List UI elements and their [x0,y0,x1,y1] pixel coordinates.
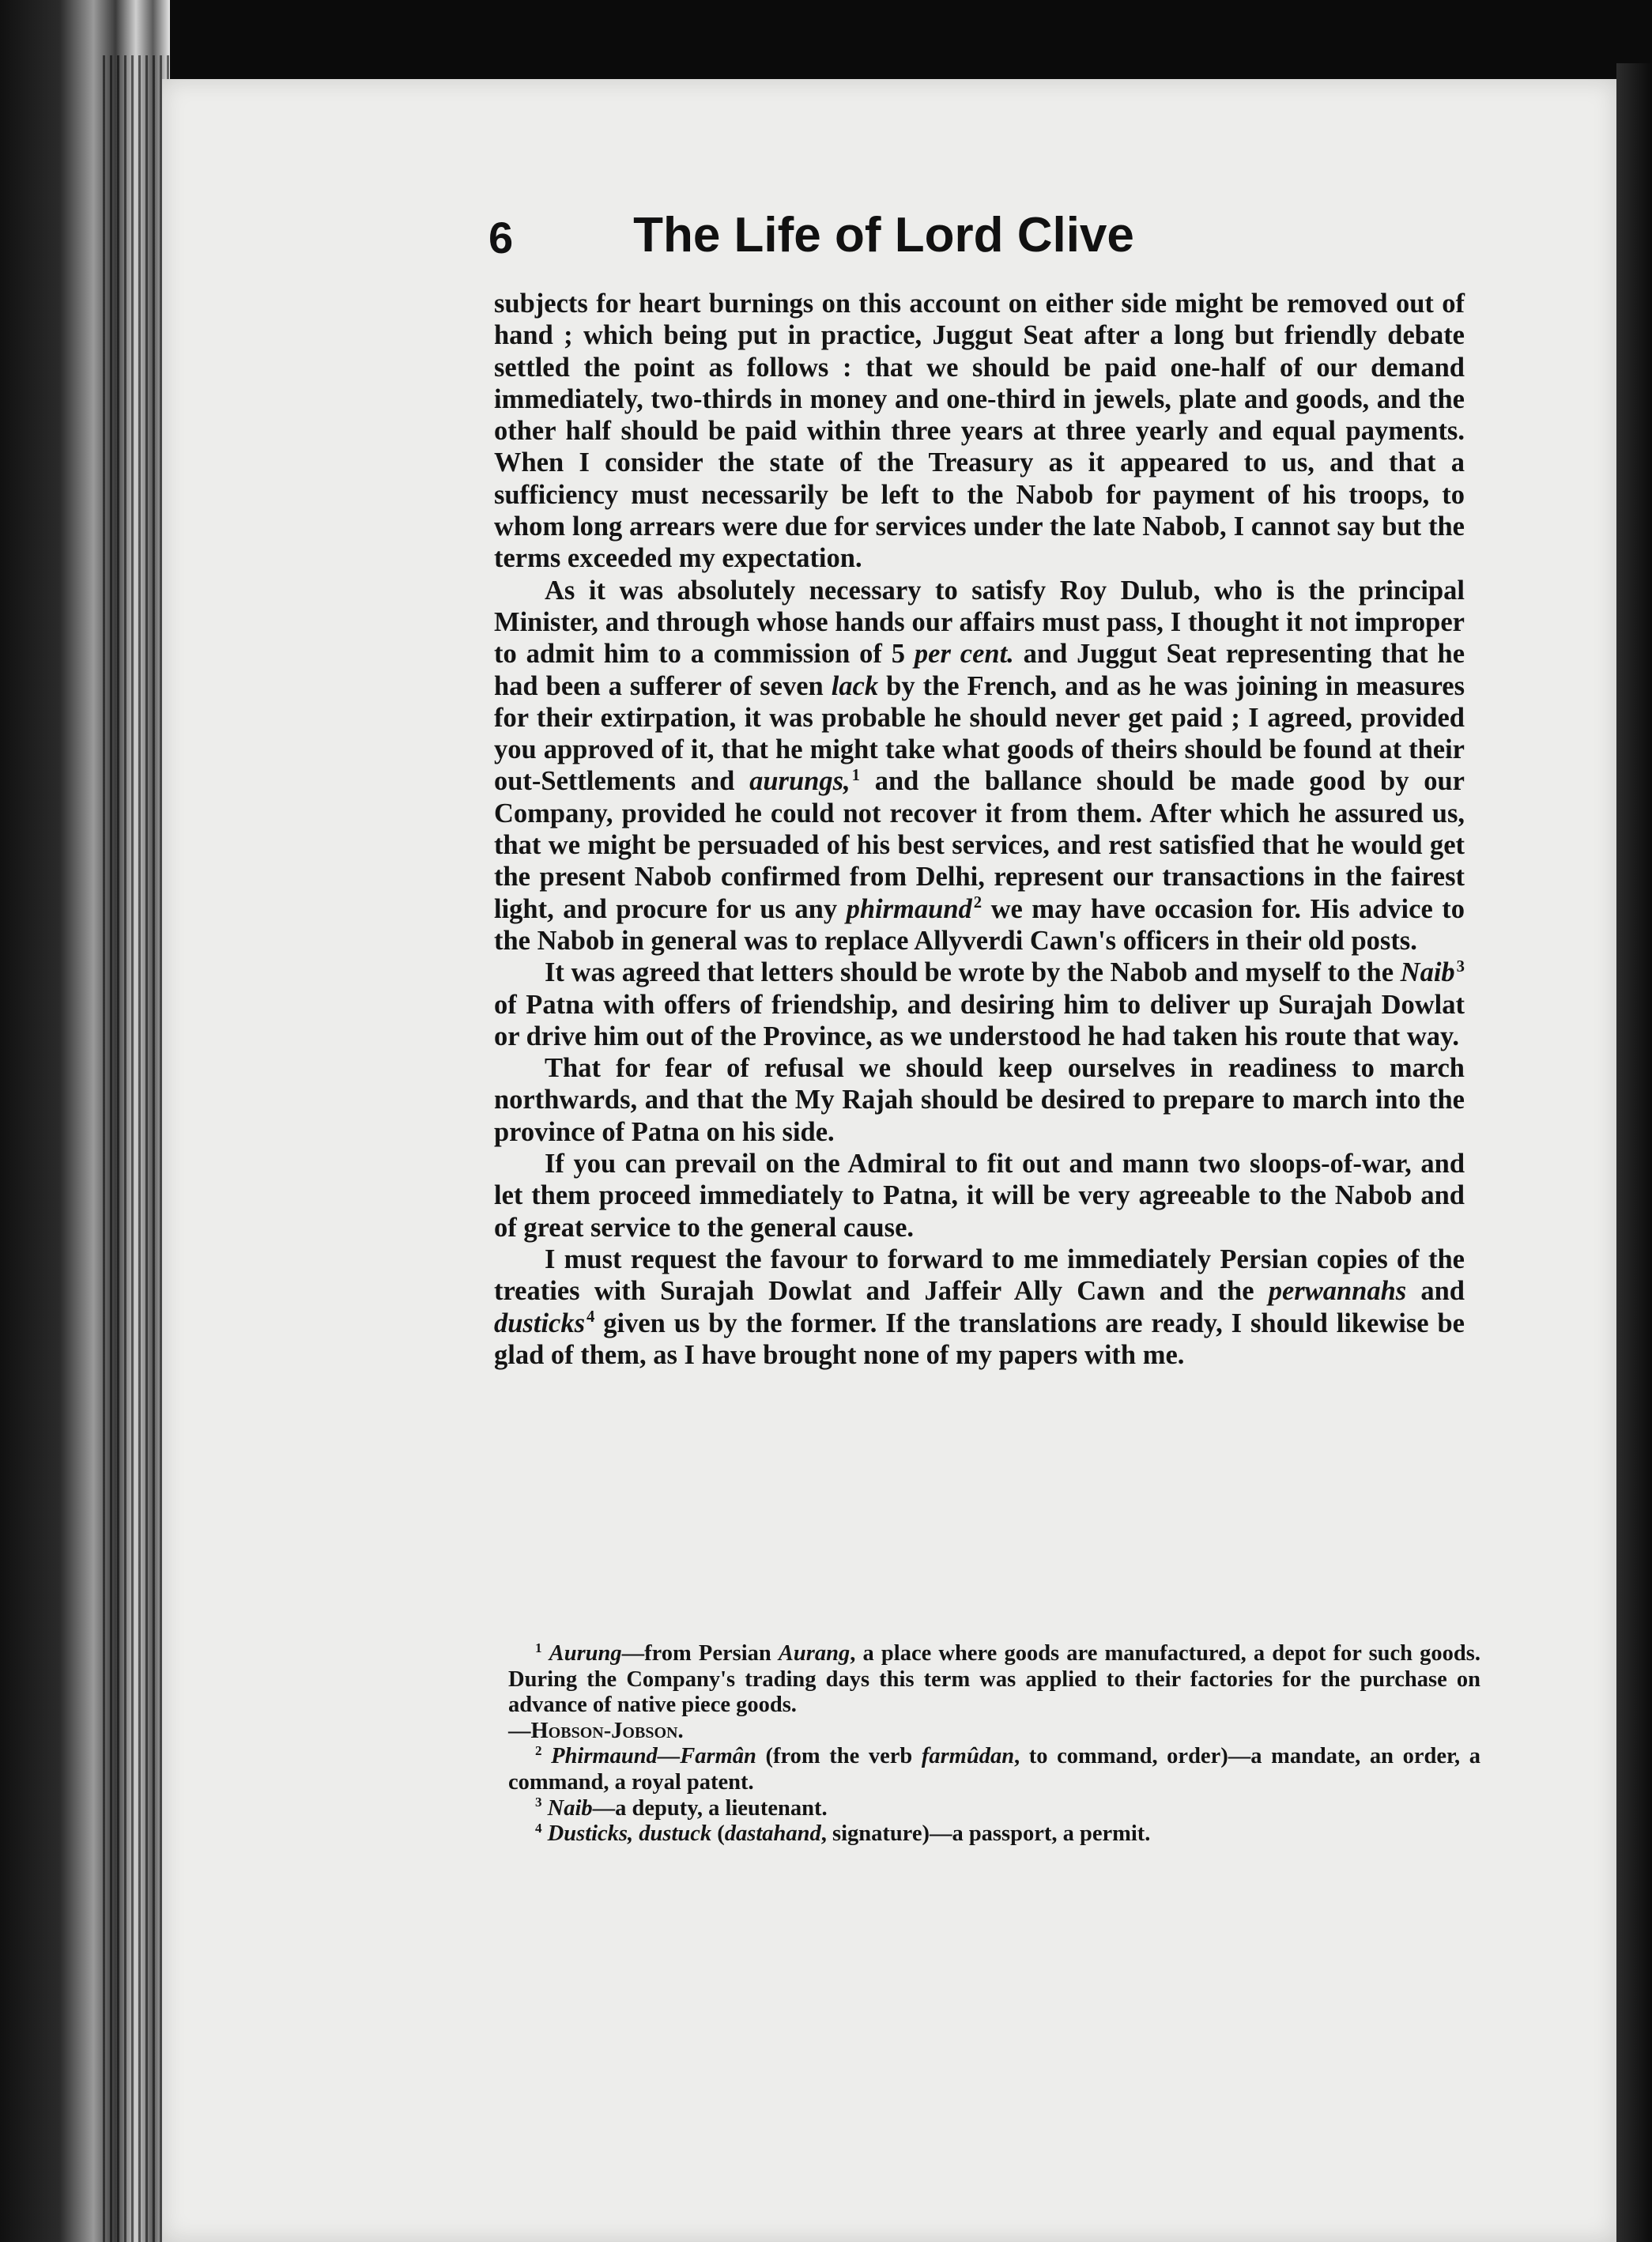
footnote-text: —a deputy, a lieutenant. [592,1795,828,1821]
italic-term: Aurang [778,1641,851,1666]
italic-term: phirmaund [846,893,972,924]
paragraph-2 [494,575,1465,957]
footnote-3 [508,1796,1480,1822]
footnote-text: , signature)—a passport, a permit. [820,1821,1151,1847]
running-header [488,208,1247,283]
italic-term: farmûdan [921,1744,1015,1769]
paragraph-text: of Patna with offers of friendship, and desiring him to deliver up Surajah Dowlat or drive him out of the Province, as we understood he had taken his route that way. [494,989,1465,1051]
paragraph-text: As it was absolutely necessary to satisfy Roy Dulub, who is the principal Minister, and through whose hands our affairs must pass, I thought it not improper to admit him to a commission of 5 [494,575,1465,670]
italic-term: perwannahs [1268,1276,1407,1307]
paragraph-text: and Juggut Seat representing that he had been a sufferer of seven [494,639,1465,701]
paragraph-4 [494,1052,1465,1148]
paragraph-text: subjects for heart burnings on this account on either side might be removed out of hand ; which being put in practice, Juggut Seat after a long but friendly debate settled the point as follows : that we should be paid one-half of our demand immediately, two-thirds in money and one-third in jewels, plate and goods, and the other half should be paid within three years at three yearly and equal payments. When I consider the state of the Treasury as it appeared to us, and that a sufficiency must necessarily be left to the Nabob for payment of his troops, to whom long arrears were due for services under the late Nabob, I cannot say but the terms exceeded my expectation. [494,289,1465,574]
footnote-marker: 3 [1456,957,1465,976]
footnote-number: 2 [535,1743,542,1759]
page-number: 6 [488,213,514,262]
footnote-term: Phirmaund—Farmân [551,1744,756,1769]
italic-term: Naib [1400,957,1455,988]
footnote-source: —Hobson-Jobson. [508,1718,684,1743]
footnotes [508,1641,1480,1848]
italic-term: aurungs, [749,766,851,797]
footnote-text: ( [711,1821,725,1847]
footnote-number: 1 [535,1640,542,1655]
paragraph-text: and [1406,1276,1465,1307]
footnote-term: Dusticks, dustuck [547,1821,712,1847]
footnote-number: 4 [535,1820,542,1836]
page-title: The Life of Lord Clive [633,208,1134,262]
footnote-marker: 4 [586,1308,595,1327]
footnote-2 [508,1744,1480,1795]
paragraph-text: we may have occasion for. His advice to the Nabob in general was to replace Allyverdi Cawn's officers in their old posts. [494,893,1465,956]
paragraph-text: I must request the favour to forward to me immediately Persian copies of the treaties with Surajah Dowlat and Jaffeir Ally Cawn and the [494,1244,1465,1307]
footnote-number: 3 [535,1795,542,1810]
paragraph-text: and the ballance should be made good by our Company, provided he could not recover it from them. After which he assured us, that we might be persuaded of his best services, and rest satisfied that he would get the present Nabob confirmed from Delhi, represent our transactions in the fairest light, and procure for us any [494,766,1465,924]
footnote-text: , a place where goods are manufactured, a depot for such goods. During the Company's trading days this term was applied to their factories for the purchase on advance of native piece goods. [508,1641,1481,1718]
footnote-text: —from Persian [621,1641,779,1666]
paragraph-3 [494,957,1465,1052]
footnote-term: Naib [547,1795,593,1821]
paragraph-text: If you can prevail on the Admiral to fit out and mann two sloops-of-war, and let them proceed immediately to Patna, it will be very agreeable to the Nabob and of great service to the general cause. [494,1149,1465,1243]
footnote-marker: 1 [851,767,860,785]
paragraph-text: given us by the former. If the translations are ready, I should likewise be glad of them, as I have brought none of my papers with me. [494,1308,1465,1370]
paragraph-5 [494,1148,1465,1244]
footnote-text: , to command, order)—a mandate, an order, a command, a royal patent. [508,1744,1481,1795]
italic-term: lack [831,670,879,701]
footnote-text: (from the verb [756,1744,922,1769]
main-text [494,288,1465,1371]
italic-term: per cent. [914,639,1014,670]
italic-term: dastahand [724,1821,821,1847]
paragraph-6 [494,1244,1465,1371]
scan-border [1616,63,1652,2242]
footnote-term: Aurung [549,1641,622,1666]
paragraph-text: by the French, and as he was joining in measures for their extirpation, it was probable he should never get paid ; I agreed, provided you approved of it, that he might take what goods of theirs should be found at their out-Settlements and [494,670,1465,797]
footnote-1 [508,1641,1480,1719]
page-edges [103,55,170,2242]
paragraph-1 [494,288,1465,575]
paragraph-text: That for fear of refusal we should keep ourselves in readiness to march northwards, and that the My Rajah should be desired to prepare to march into the province of Patna on his side. [494,1053,1465,1147]
italic-term: dusticks [494,1308,586,1338]
footnote-marker: 2 [973,894,983,912]
paragraph-text: It was agreed that letters should be wrote by the Nabob and myself to the [545,957,1401,988]
footnote-4 [508,1821,1480,1848]
